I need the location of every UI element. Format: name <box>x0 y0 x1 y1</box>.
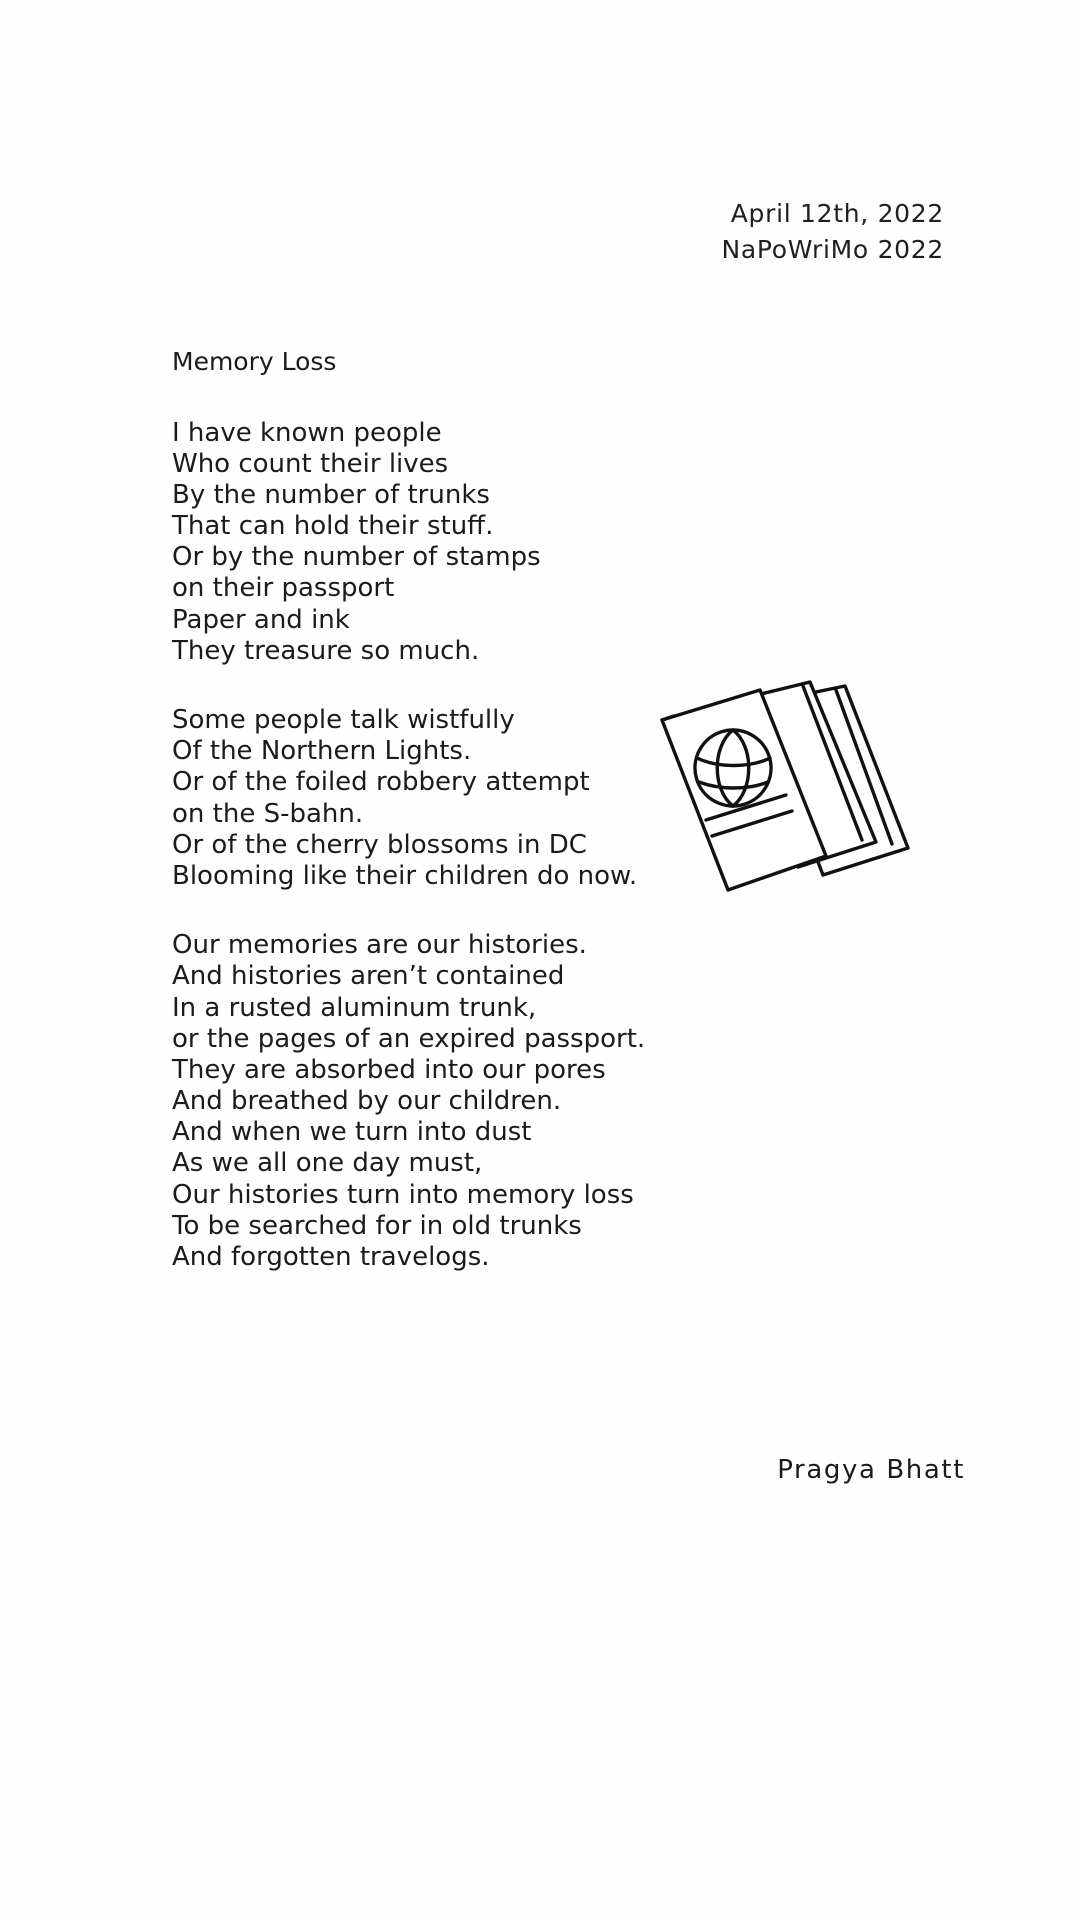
verse-line: on their passport <box>172 573 395 604</box>
verse-line: Blooming like their children do now. <box>172 860 638 891</box>
verse-line: They treasure so much. <box>172 635 480 666</box>
verse-line: Or of the foiled robbery attempt <box>172 767 590 798</box>
verse-line: That can hold their stuff. <box>172 511 494 542</box>
passports-illustration <box>640 672 930 942</box>
verse-line: Or by the number of stamps <box>172 542 541 573</box>
verse-line: on the S-bahn. <box>172 798 364 829</box>
verse-line: Our histories turn into memory loss <box>172 1179 634 1210</box>
verse-line: Our memories are our histories. <box>172 930 587 961</box>
verse-line: And histories aren’t contained <box>172 961 565 992</box>
verse-line: Paper and ink <box>172 604 350 635</box>
verse-line: By the number of trunks <box>172 479 490 510</box>
dateline-date: April 12th, 2022 <box>730 199 944 228</box>
verse-line: Or of the cherry blossoms in DC <box>172 829 587 860</box>
verse-line: Some people talk wistfully <box>172 705 515 735</box>
verse-line: Of the Northern Lights. <box>172 736 472 767</box>
verse-line: They are absorbed into our pores <box>172 1054 606 1085</box>
verse-line: or the pages of an expired passport. <box>172 1023 646 1054</box>
stanza-1 <box>172 418 732 668</box>
verse-line: In a rusted aluminum trunk, <box>172 992 537 1023</box>
verse-line: As we all one day must, <box>172 1148 483 1179</box>
author-name: Pragya Bhatt <box>777 1455 965 1485</box>
verse-line: To be searched for in old trunks <box>172 1210 582 1241</box>
poem-title: Memory Loss <box>172 347 337 376</box>
dateline-event: NaPoWriMo 2022 <box>721 234 944 264</box>
dateline <box>721 196 944 267</box>
verse-line: And breathed by our children. <box>172 1086 562 1117</box>
verse-line: Who count their lives <box>172 448 449 479</box>
stanza-3 <box>172 930 732 1273</box>
verse-line: And forgotten travelogs. <box>172 1242 490 1272</box>
verse-line: And when we turn into dust <box>172 1117 532 1148</box>
verse-line: I have known people <box>172 417 442 448</box>
